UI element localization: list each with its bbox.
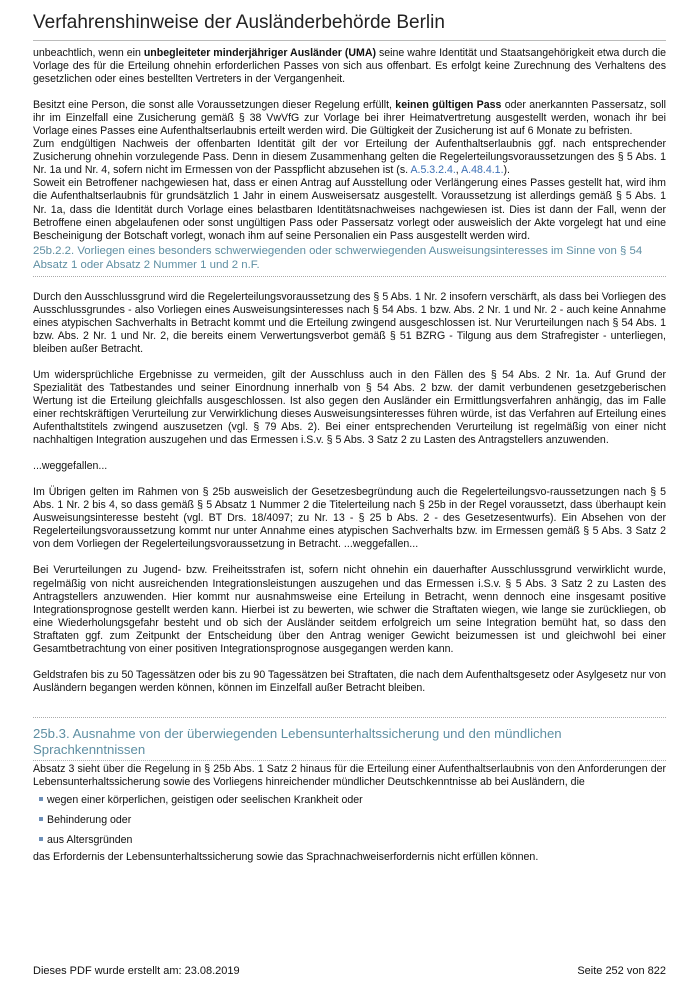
bold-no-passport: keinen gültigen Pass — [395, 99, 502, 112]
paragraph-fines: Geldstrafen bis zu 50 Tagessätzen oder bis zu 90 Tagessätzen bei Straftaten, die nach dem Aufenthaltsgesetz oder Asylgesetz nur von Ausländern begangen werden können, können im Einzelfall außer Betracht bleiben. — [33, 668, 666, 694]
paragraph-general-requirements: Im Übrigen gelten im Rahmen von § 25b ausweislich der Gesetzesbegründung auch die Regelerteilungsvo-raussetzungen nach § 5 Abs. 1 Nr. 2 bis 4, so dass gemäß § 5 Absatz 1 Nummer 2 die Titelerteilung nach § 25b in der Regel voraussetzt, dass überhaupt kein Ausweisungsinteresse besteht (vgl. BT Drs. 18/4097; zu Nr. 13 - § 25 b Abs. 2 - des Gesetzesentwurfs). Ein Absehen von der Regelerteilungsvoraussetzung kommt nur unter Annahme eines atypischen Sachverhalts bzw. im Ermessen gemäß § 5 Abs. 3 Satz 2 von dem Vorliegen der Regelerteilungsvoraussetzung in Betracht. ...weggefallen... — [33, 486, 666, 551]
square-bullet-icon — [39, 837, 43, 841]
paragraph-passport-application: Soweit ein Betroffener nachgewiesen hat, dass er einen Antrag auf Ausstellung oder Verlängerung eines Passes gestellt hat, wird ihm die Aufenthaltserlaubnis für grundsätzlich 1 Jahr in einem Ausweisersatz ausgestellt. Voraussetzung ist allerdings gemäß § 5 Abs. 1 Nr. 1a, dass die Identität durch Vorlage eines belastbaren Identitätsnachweises nachgewiesen ist. Dies ist dann der Fall, wenn der Betroffene einen abgelaufenen oder sonst ungültigen Pass oder Passersatz vorlegt oder ausweislich der Akte vorgelegt hat und eine Bescheinigung der Botschaft vorlegt, wonach ihm auf seine Personalien ein Pass ausgestellt werden wird. — [33, 177, 666, 242]
bullet-list — [33, 793, 666, 847]
footer-page-number: Seite 252 von 822 — [577, 965, 666, 977]
list-item: aus Altersgründen — [39, 833, 666, 847]
paragraph-exception: Absatz 3 sieht über die Regelung in § 25b Abs. 1 Satz 2 hinaus für die Erteilung einer Aufenthaltserlaubnis von den Anforderungen der Lebensunterhaltssicherung sowie des Vorliegens hinreichender mündlicher Deutschkenntnisse ab bei Ausländern, die — [33, 762, 666, 788]
paragraph-uma: unbeachtlich, wenn ein unbegleiteter minderjähriger Ausländer (UMA) seine wahre Identität und Staatsangehörigkeit etwa durch die Vorlage des für die Erteilung ohnehin erforderlichen Passes von sich aus offenbart. Es erfolgt keine Zurechnung des Verhaltens des gesetzlichen oder eines bestellten Vertreters in der Vergangenheit. — [33, 47, 666, 86]
page-footer — [33, 965, 666, 977]
square-bullet-icon — [39, 817, 43, 821]
paragraph-youth-sentences: Bei Verurteilungen zu Jugend- bzw. Freiheitsstrafen ist, sofern nicht ohnehin ein dauerhafter Ausschlussgrund verwirklicht wurde, regelmäßig von nicht ausreichenden Integrationsleistungen auszugehen und das Ermessen i.S.v. § 5 Abs. 3 Satz 2 zu Lasten des Antragstellers anzuwenden. Hier kommt nur ausnahmsweise eine Erteilung in Betracht, wenn dennoch eine insgesamt positive Integrationsprognose gestellt werden kann. Hierbei ist zu bewerten, wie schwer die Straftaten wiegen, wie lange sie zurückliegen, ob eine Wiederholungsgefahr besteht und ob sich der Ausländer seitdem erfolgreich um seine Integration bemüht hat, so dass den Straftaten ggf. zum Zeitpunkt der Entscheidung über den Antrag weniger Gewicht beizumessen ist und gleichwohl bei einer Gesamtbetrachtung von einer positiven Integrationsprognose ausgegangen werden kann. — [33, 564, 666, 655]
list-item: Behinderung oder — [39, 813, 666, 827]
paragraph-contradictory-results: Um widersprüchliche Ergebnisse zu vermeiden, gilt der Ausschluss auch in den Fällen des § 54 Abs. 2 Nr. 1a. Auf Grund der Spezialität des Tatbestandes und seiner Einordnung innerhalb von § 54 Abs. 2 bzw. der damit verbundenen gesetzgeberischen Wertung ist die Erteilung gleichfalls ausgeschlossen. Ist also gegen den Ausländer ein Ermittlungsverfahren anhängig, das im Falle einer rechtskräftigen Verurteilung zur Verwirklichung dieses Ausweisungsinteresses führen würde, ist das Verfahren auf Erteilung eines Aufenthaltstitels zwingend auszusetzen (vgl. § 79 Abs. 2). Bei einer entsprechenden Verurteilung ist regelmäßig von einer nicht nachhaltigen Integration auszugehen und das Ermessen i.S.v. § 5 Abs. 3 Satz 2 zu Lasten des Antragstellers anzuwenden. — [33, 368, 666, 447]
link-a-48-4-1[interactable]: A.48.4.1. — [461, 164, 504, 177]
section-heading-25b-2-2: 25b.2.2. Vorliegen eines besonders schwerwiegenden oder schwerwiegenden Ausweisungsinteresses im Sinne von § 54 Absatz 1 oder Absatz 2 Nummer 1 und 2 n.F. — [33, 244, 666, 277]
page-header-title: Verfahrenshinweise der Ausländerbehörde Berlin — [33, 12, 666, 41]
paragraph-identity-proof: Zum endgültigen Nachweis der offenbarten Identität gilt der vor Erteilung der Aufenthaltserlaubnis ggf. nach entsprechender Zusicherung ohnehin vorzulegende Pass. Denn in diesem Zusammenhang gelten die Regelerteilungsvoraussetzungen des § 5 Abs. 1 Nr. 1a und Nr. 4, sofern nicht im Ermessen von der Passpflicht abzusehen ist (s. A.5.3.2.4., A.48.4.1.). — [33, 138, 666, 177]
paragraph-requirement-conclusion: das Erfordernis der Lebensunterhaltssicherung sowie das Sprachnachweiserfordernis nicht erfüllen können. — [33, 850, 539, 863]
square-bullet-icon — [39, 797, 43, 801]
document-page — [33, 0, 666, 864]
section-heading-25b-3: 25b.3. Ausnahme von der überwiegenden Lebensunterhaltssicherung und den mündlichen Sprachkenntnissen — [33, 717, 666, 761]
bold-uma: unbegleiteter minderjähriger Ausländer (UMA) — [143, 47, 377, 59]
paragraph-omitted: ...weggefallen... — [33, 460, 108, 473]
paragraph-no-passport: Besitzt eine Person, die sonst alle Voraussetzungen dieser Regelung erfüllt, keinen gültigen Pass oder anerkannten Passersatz, soll ihr im Einzelfall eine Zusicherung gemäß § 38 VwVfG zur Vorlage bei ihrer Heimatvertretung ausgestellt werden, wonach ihr bei Vorlage eines Passes eine Aufenthaltserlaubnis erteilt werden wird. Die Gültigkeit der Zusicherung ist auf 6 Monate zu befristen. — [33, 99, 666, 138]
document-body — [33, 47, 666, 864]
link-a-5-3-2-4[interactable]: A.5.3.2.4. — [410, 164, 456, 177]
paragraph-exclusion-ground: Durch den Ausschlussgrund wird die Regelerteilungsvoraussetzung des § 5 Abs. 1 Nr. 2 insofern verschärft, als dass bei Vorliegen des Ausschlussgrundes - also Vorliegen eines Ausweisungsinteresses nach § 54 Abs. 1 bzw. Abs. 2 Nr. 1 und Nr. 2 - auch keine Annahme eines atypischen Sachverhalts in Betracht kommt und die Erteilung zwingend ausgeschlossen ist. Nur Verurteilungen nach § 54 Abs. 1 bzw. Abs. 2 Nr. 1 und Nr. 2, die bereits einem Verwertungsverbot gemäß § 51 BZRG - Tilgung aus dem Strafregister - unterliegen, bleiben außer Betracht. — [33, 290, 666, 355]
footer-created-date: Dieses PDF wurde erstellt am: 23.08.2019 — [33, 965, 240, 977]
list-item: wegen einer körperlichen, geistigen oder seelischen Krankheit oder — [39, 793, 666, 807]
